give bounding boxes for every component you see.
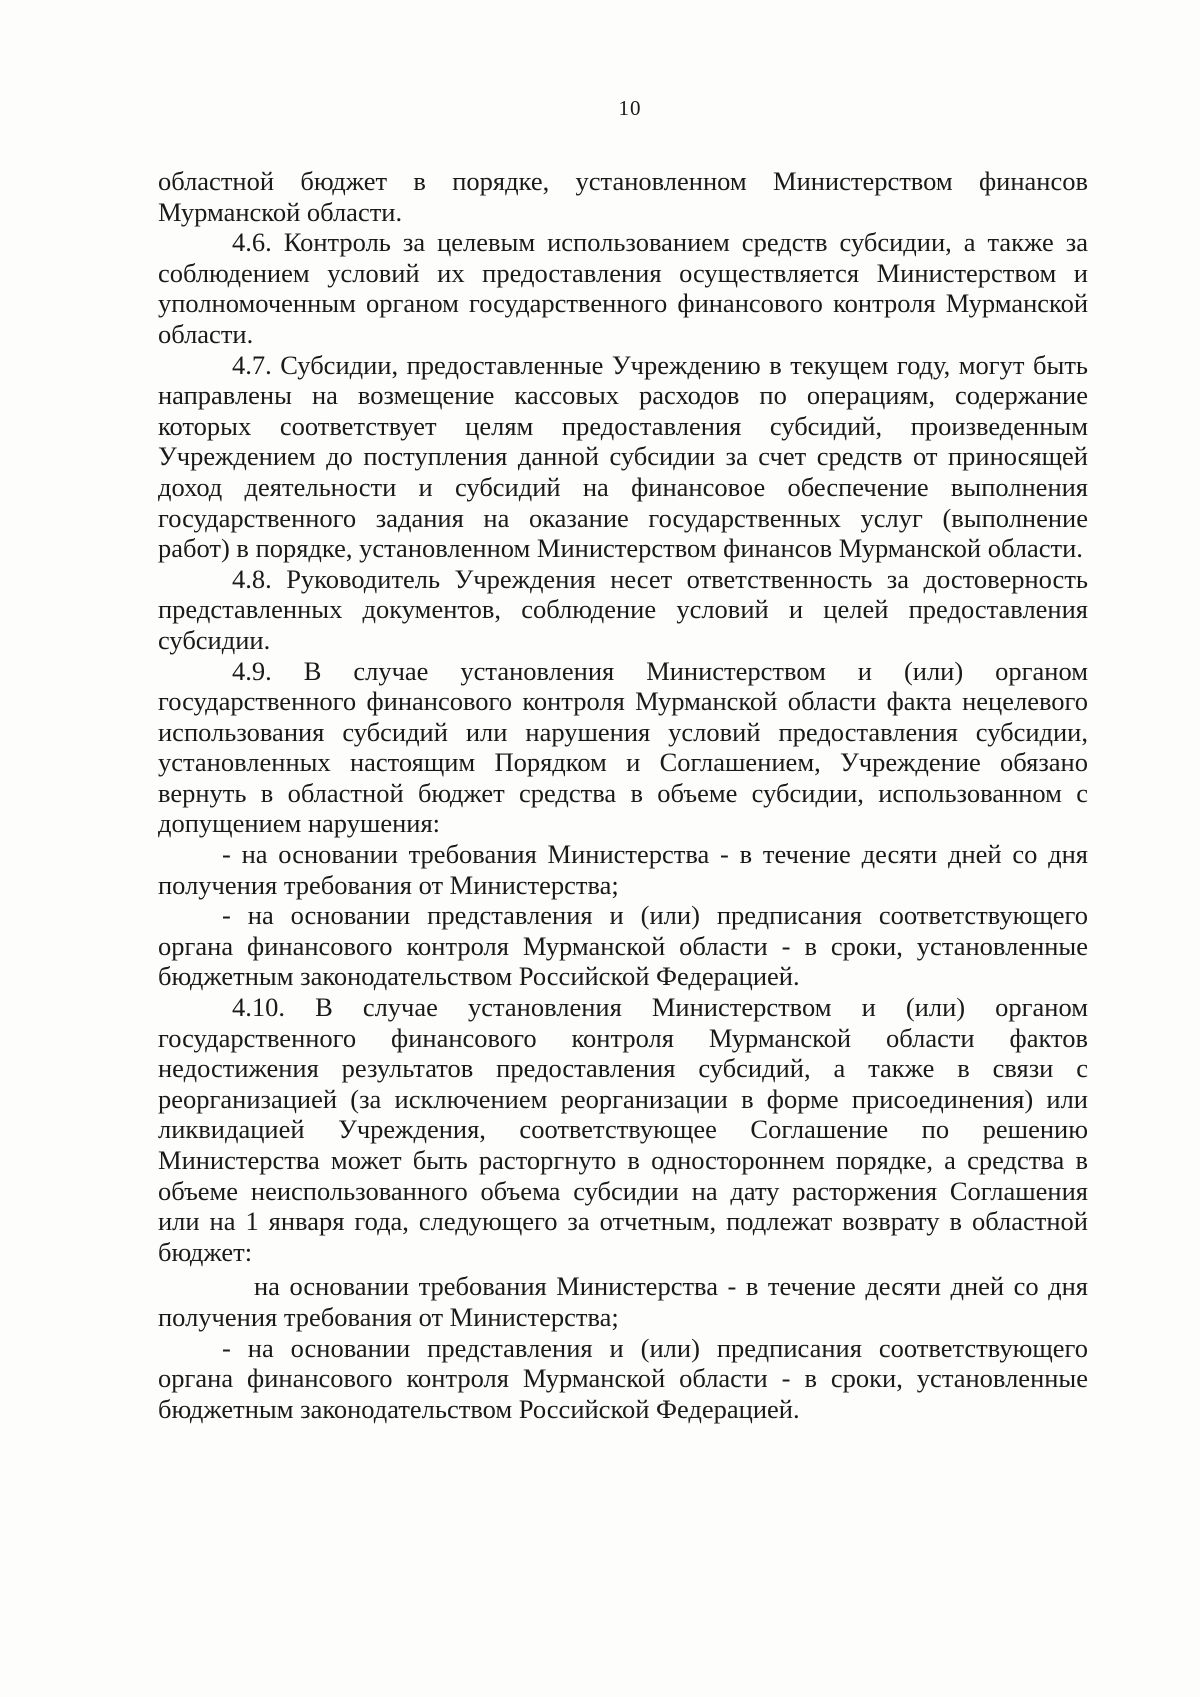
paragraph-4-8: 4.8. Руководитель Учреждения несет ответственность за достоверность представленных документов, соблюдение условий и целей предоставления субсидии. — [158, 563, 1088, 655]
list-item-4-10-requirement: на основании требования Министерства - в течение десяти дней со дня получения требования от Министерства; — [158, 1271, 1088, 1332]
list-item-4-9-prescription: - на основании представления и (или) предписания соответствующего органа финансового контроля Мурманской области - в сроки, установленные бюджетным законодательством Российской Федерацией. — [158, 900, 1088, 992]
list-item-4-10-prescription: - на основании представления и (или) предписания соответствующего органа финансового контроля Мурманской области - в сроки, установленные бюджетным законодательством Российской Федерацией. — [158, 1332, 1088, 1424]
paragraph-4-9: 4.9. В случае установления Министерством и (или) органом государственного финансового контроля Мурманской области факта нецелевого использования субсидий или нарушения условий предоставления субсидии, установленных настоящим Порядком и Соглашением, Учреждение обязано вернуть в областной бюджет средства в объеме субсидии, использованном с допущением нарушения: — [158, 655, 1088, 839]
paragraph-continuation: областной бюджет в порядке, установленном Министерством финансов Мурманской области. — [158, 166, 1088, 227]
document-body — [158, 166, 1088, 1424]
list-item-4-9-requirement: - на основании требования Министерства - в течение десяти дней со дня получения требования от Министерства; — [158, 839, 1088, 900]
paragraph-4-10: 4.10. В случае установления Министерством и (или) органом государственного финансового контроля Мурманской области фактов недостижения результатов предоставления субсидий, а также в связи с реорганизацией (за исключением реорганизации в форме присоединения) или ликвидацией Учреждения, соответствующее Соглашение по решению Министерства может быть расторгнуто в одностороннем порядке, а средства в объеме неиспользованного объема субсидии на дату расторжения Соглашения или на 1 января года, следующего за отчетным, подлежат возврату в областной бюджет: — [158, 992, 1088, 1267]
paragraph-4-6: 4.6. Контроль за целевым использованием средств субсидии, а также за соблюдением условий их предоставления осуществляется Министерством и уполномоченным органом государственного финансового контроля Мурманской области. — [158, 227, 1088, 349]
paragraph-4-7: 4.7. Субсидии, предоставленные Учреждению в текущем году, могут быть направлены на возмещение кассовых расходов по операциям, содержание которых соответствует целям предоставления субсидий, произведенным Учреждением до поступления данной субсидии за счет средств от приносящей доход деятельности и субсидий на финансовое обеспечение выполнения государственного задания на оказание государственных услуг (выполнение работ) в порядке, установленном Министерством финансов Мурманской области. — [158, 349, 1088, 564]
page-number: 10 — [618, 96, 642, 120]
